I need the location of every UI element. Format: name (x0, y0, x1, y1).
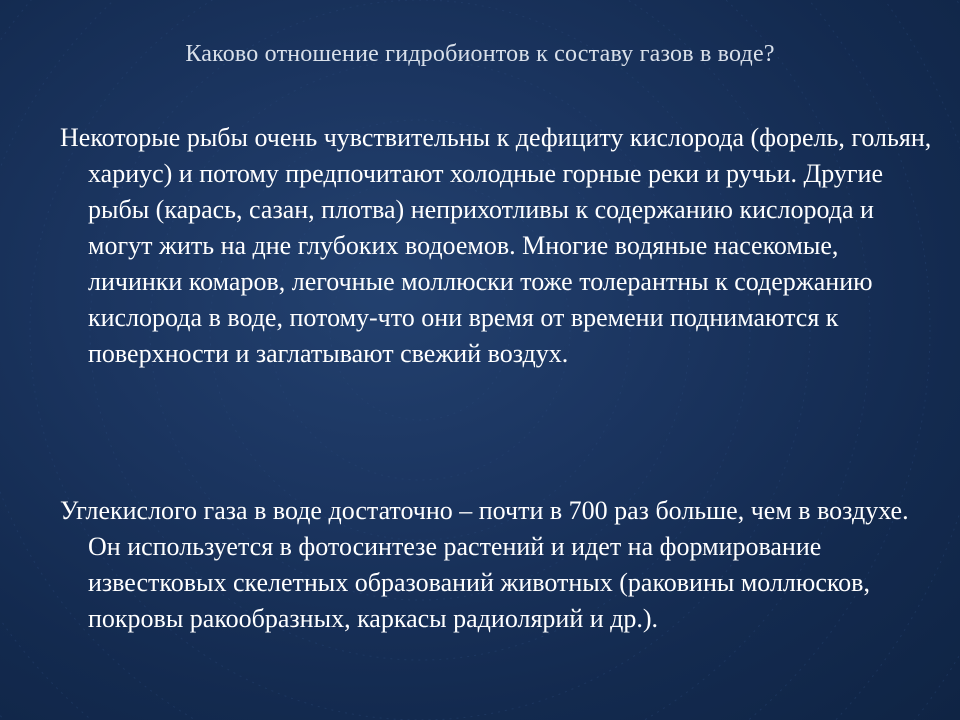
slide-title: Каково отношение гидробионтов к составу газов в воде? (185, 41, 775, 67)
paragraph-carbon-dioxide: Углекислого газа в воде достаточно – почти в 700 раз больше, чем в воздухе. Он используется в фотосинтезе растений и идет на формирование известковых скелетных образований животных (раковины моллюсков, покровы ракообразных, каркасы радиолярий и др.). (60, 496, 909, 633)
paragraph-oxygen: Некоторые рыбы очень чувствительны к дефициту кислорода (форель, гольян, хариус) и потому предпочитают холодные горные реки и ручьи. Другие рыбы (карась, сазан, плотва) неприхотливы к содержанию кислорода и могут жить на дне глубоких водоемов. Многие водяные насекомые, личинки комаров, легочные моллюски тоже толерантны к содержанию кислорода в воде, потому-что они время от времени поднимаются к поверхности и заглатывают свежий воздух. (60, 123, 932, 368)
